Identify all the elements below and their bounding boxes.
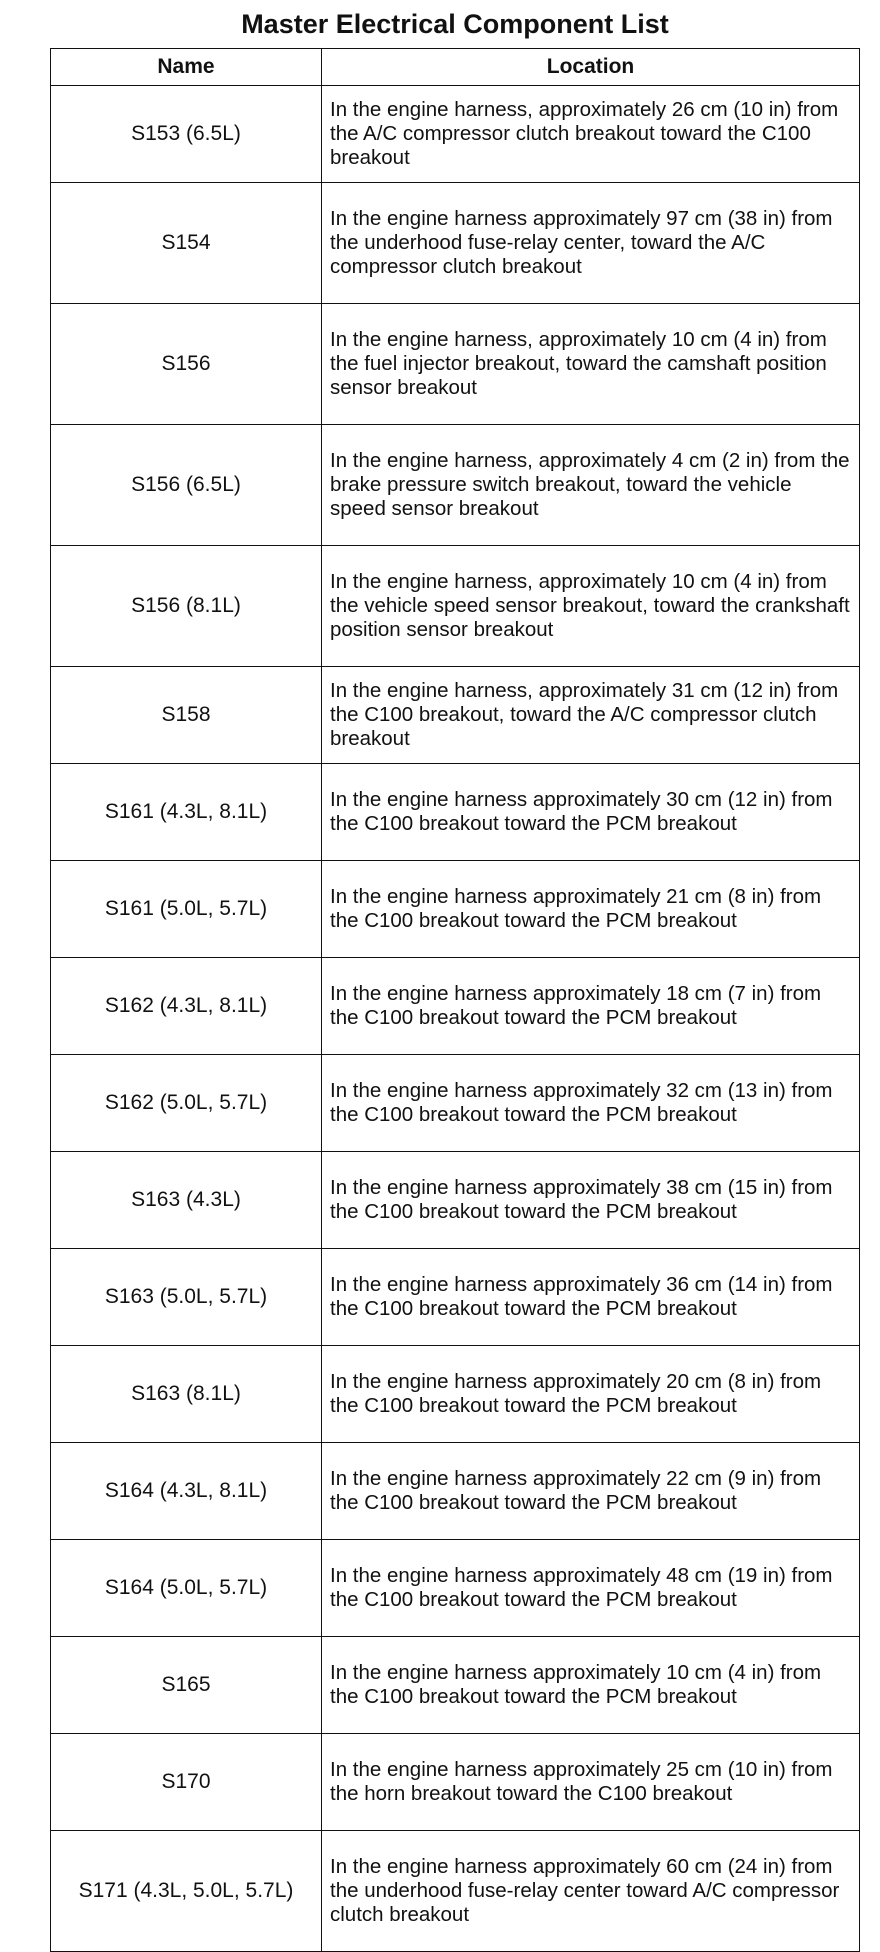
table-row [51,1055,860,1152]
component-location: In the engine harness approximately 22 cm (9 in) from the C100 breakout toward the PCM breakout [322,1443,860,1540]
component-location: In the engine harness, approximately 10 cm (4 in) from the fuel injector breakout, toward the camshaft position sensor breakout [322,304,860,425]
table-row [51,861,860,958]
column-header-location: Location [322,49,860,86]
component-location: In the engine harness approximately 32 cm (13 in) from the C100 breakout toward the PCM breakout [322,1055,860,1152]
component-location: In the engine harness approximately 48 cm (19 in) from the C100 breakout toward the PCM breakout [322,1540,860,1637]
component-location: In the engine harness approximately 30 cm (12 in) from the C100 breakout toward the PCM breakout [322,764,860,861]
component-name: S163 (4.3L) [51,1152,322,1249]
component-table [50,48,860,1952]
component-location: In the engine harness approximately 38 cm (15 in) from the C100 breakout toward the PCM breakout [322,1152,860,1249]
component-location: In the engine harness approximately 60 cm (24 in) from the underhood fuse-relay center toward A/C compressor clutch breakout [322,1831,860,1952]
table-row [51,667,860,764]
table-row [51,1637,860,1734]
table-header-row [51,49,860,86]
table-row [51,1540,860,1637]
table-row [51,546,860,667]
component-name: S153 (6.5L) [51,86,322,183]
table-row [51,86,860,183]
table-row [51,1734,860,1831]
component-location: In the engine harness approximately 97 cm (38 in) from the underhood fuse-relay center, toward the A/C compressor clutch breakout [322,183,860,304]
column-header-name: Name [51,49,322,86]
table-row [51,1152,860,1249]
table-row [51,304,860,425]
component-name: S171 (4.3L, 5.0L, 5.7L) [51,1831,322,1952]
component-name: S156 (8.1L) [51,546,322,667]
component-location: In the engine harness approximately 36 cm (14 in) from the C100 breakout toward the PCM breakout [322,1249,860,1346]
component-name: S170 [51,1734,322,1831]
table-row [51,1249,860,1346]
component-location: In the engine harness, approximately 26 cm (10 in) from the A/C compressor clutch breakout toward the C100 breakout [322,86,860,183]
table-row [51,1346,860,1443]
component-location: In the engine harness approximately 20 cm (8 in) from the C100 breakout toward the PCM breakout [322,1346,860,1443]
table-row [51,183,860,304]
component-name: S161 (4.3L, 8.1L) [51,764,322,861]
component-name: S164 (4.3L, 8.1L) [51,1443,322,1540]
component-name: S161 (5.0L, 5.7L) [51,861,322,958]
component-location: In the engine harness approximately 18 cm (7 in) from the C100 breakout toward the PCM breakout [322,958,860,1055]
component-name: S165 [51,1637,322,1734]
component-name: S162 (4.3L, 8.1L) [51,958,322,1055]
component-name: S162 (5.0L, 5.7L) [51,1055,322,1152]
component-name: S156 (6.5L) [51,425,322,546]
component-name: S164 (5.0L, 5.7L) [51,1540,322,1637]
component-location: In the engine harness, approximately 4 cm (2 in) from the brake pressure switch breakout, toward the vehicle speed sensor breakout [322,425,860,546]
table-row [51,1831,860,1952]
component-location: In the engine harness approximately 25 cm (10 in) from the horn breakout toward the C100 breakout [322,1734,860,1831]
page-title: Master Electrical Component List [241,9,669,39]
component-location: In the engine harness, approximately 10 cm (4 in) from the vehicle speed sensor breakout, toward the crankshaft position sensor breakout [322,546,860,667]
component-name: S158 [51,667,322,764]
table-row [51,764,860,861]
component-location: In the engine harness, approximately 31 cm (12 in) from the C100 breakout, toward the A/C compressor clutch breakout [322,667,860,764]
table-row [51,425,860,546]
component-location: In the engine harness approximately 21 cm (8 in) from the C100 breakout toward the PCM breakout [322,861,860,958]
component-location: In the engine harness approximately 10 cm (4 in) from the C100 breakout toward the PCM breakout [322,1637,860,1734]
component-name: S163 (5.0L, 5.7L) [51,1249,322,1346]
table-row [51,958,860,1055]
component-name: S156 [51,304,322,425]
table-row [51,1443,860,1540]
component-name: S163 (8.1L) [51,1346,322,1443]
component-name: S154 [51,183,322,304]
